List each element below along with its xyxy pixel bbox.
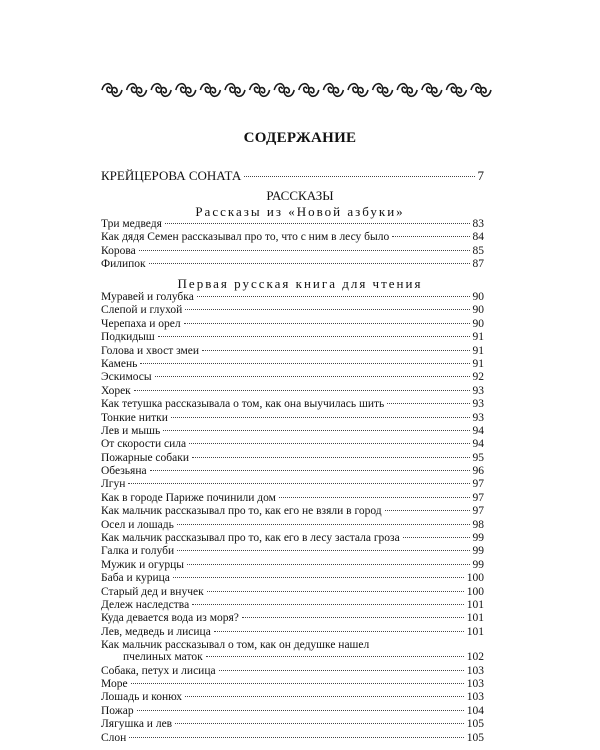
toc-entry-title-cont: пчелиных маток: [123, 651, 203, 664]
toc-entry-title: Старый дед и внучек: [101, 585, 204, 598]
toc-entry-page: 91: [472, 357, 484, 370]
toc-entry-title: Баба и курица: [101, 572, 170, 585]
toc-entry-page: 100: [466, 585, 484, 598]
toc-entry-title: Как в городе Париже починили дом: [101, 491, 276, 504]
toc-entry-title: Тонкие нитки: [101, 411, 168, 424]
toc-entry-title: Как мальчик рассказывал про то, как его в лесу застала гроза: [101, 532, 400, 545]
toc-entry-title: От скорости сила: [101, 438, 187, 451]
toc-entry-title: Лгун: [101, 478, 126, 491]
dot-leader: [192, 457, 470, 458]
toc-entry[interactable]: [101, 545, 484, 558]
dot-leader: [165, 223, 470, 224]
toc-entry[interactable]: [101, 412, 484, 425]
toc-entry-title: Мужик и огурцы: [101, 558, 184, 571]
dot-leader: [242, 617, 464, 618]
toc-entry-title: Лягушка и лев: [101, 718, 173, 731]
toc-entry-title: Как мальчик рассказывал про то, как его не взяли в город: [101, 505, 382, 518]
dot-leader: [244, 176, 474, 177]
toc-entry[interactable]: [101, 599, 484, 612]
toc-entry-page: 101: [466, 625, 484, 638]
toc-entry-title: Как дядя Семен рассказывал про то, что с ним в лесу было: [101, 231, 390, 244]
toc-entry[interactable]: [101, 218, 484, 231]
toc-entry[interactable]: [101, 385, 484, 398]
toc-entry-title: Подкидыш: [101, 331, 155, 344]
toc-entry[interactable]: [101, 291, 484, 304]
toc-entry[interactable]: [101, 492, 484, 505]
dot-leader: [149, 263, 470, 264]
toc-entry[interactable]: [101, 425, 484, 438]
toc-entry-title: Лошадь и конюх: [101, 691, 183, 704]
toc-entry-page: 104: [466, 704, 484, 717]
toc-entry[interactable]: [101, 639, 484, 664]
toc-entry-page: 90: [472, 304, 484, 317]
toc-entry-page: 91: [472, 331, 484, 344]
toc-entry-page: 99: [472, 558, 484, 571]
toc-entry[interactable]: [101, 691, 484, 704]
toc-entry-page: 85: [472, 244, 484, 257]
toc-entry-page: 92: [472, 371, 484, 384]
toc-entry-kreutzer[interactable]: [101, 168, 484, 184]
dot-leader: [134, 390, 470, 391]
dot-leader: [403, 537, 470, 538]
dot-leader: [279, 497, 470, 498]
dot-leader: [385, 510, 470, 511]
toc-entry-title: Голова и хвост змеи: [101, 344, 200, 357]
dot-leader: [150, 470, 470, 471]
ornament-border: [100, 79, 496, 101]
toc-entry-title: Пожар: [101, 704, 134, 717]
toc-entry-page: 98: [472, 518, 484, 531]
toc-entry-title: Море: [101, 677, 128, 690]
toc-entry-title: Муравей и голубка: [101, 291, 194, 303]
dot-leader: [202, 350, 469, 351]
toc-entry-page: 103: [466, 691, 484, 704]
dot-leader: [175, 723, 464, 724]
toc-entry[interactable]: [101, 718, 484, 731]
toc-entry-page: 102: [466, 651, 484, 664]
dot-leader: [387, 403, 469, 404]
toc-entry[interactable]: [101, 371, 484, 384]
toc-entry-title: Как мальчик рассказывал о том, как он дедушке нашел: [101, 639, 370, 652]
toc-entry[interactable]: [101, 612, 484, 625]
toc-entry-title: Слон: [101, 731, 127, 744]
toc-entry[interactable]: [101, 438, 484, 451]
dot-leader: [207, 591, 464, 592]
dot-leader: [206, 656, 464, 657]
toc-entry[interactable]: [101, 705, 484, 718]
toc-entry[interactable]: [101, 678, 484, 691]
dot-leader: [214, 631, 464, 632]
toc-entry-page: 105: [466, 718, 484, 731]
dot-leader: [173, 577, 464, 578]
toc-entry-title: Корова: [101, 244, 136, 257]
dot-leader: [171, 417, 470, 418]
toc-entry-page: 103: [466, 677, 484, 690]
toc-entry-title: Слепой и глухой: [101, 304, 183, 317]
toc-entry[interactable]: [101, 245, 484, 258]
toc-entry-page: 7: [477, 168, 484, 183]
toc-entry-title: Осел и лошадь: [101, 518, 174, 531]
toc-entry-page: 97: [472, 491, 484, 504]
toc-entry[interactable]: [101, 398, 484, 411]
toc-entry-page: 83: [472, 218, 484, 230]
toc-entry[interactable]: [101, 572, 484, 585]
toc-entry-title: Камень: [101, 357, 138, 370]
toc-entry[interactable]: [101, 732, 484, 745]
dot-leader: [140, 363, 469, 364]
toc-entry[interactable]: [101, 478, 484, 491]
dot-leader: [177, 524, 470, 525]
dot-leader: [177, 550, 469, 551]
toc-entry-page: 101: [466, 598, 484, 611]
toc-entry-page: 103: [466, 664, 484, 677]
toc-entry[interactable]: [101, 304, 484, 317]
toc-entry-title: Лев и мышь: [101, 424, 161, 437]
dot-leader: [197, 296, 470, 297]
abc-story-list: [101, 218, 484, 272]
toc-title: СОДЕРЖАНИЕ: [243, 130, 357, 146]
toc-entry-page: 87: [472, 258, 484, 271]
dot-leader: [192, 604, 464, 605]
dot-leader: [185, 309, 469, 310]
toc-entry-page: 84: [472, 231, 484, 244]
dot-leader: [137, 710, 464, 711]
toc-entry-title: Как тетушка рассказывала о том, как она выучилась шить: [101, 398, 385, 411]
toc-entry-page: 91: [472, 344, 484, 357]
toc-entry-title: КРЕЙЦЕРОВА СОНАТА: [101, 168, 242, 183]
toc-entry-title: Пожарные собаки: [101, 451, 189, 464]
toc-entry-page: 93: [472, 398, 484, 411]
toc-entry[interactable]: [101, 532, 484, 545]
dot-leader: [185, 696, 464, 697]
dot-leader: [128, 483, 469, 484]
dot-leader: [392, 236, 469, 237]
dot-leader: [187, 564, 470, 565]
toc-entry[interactable]: [101, 331, 484, 344]
toc-entry-title: Черепаха и орел: [101, 317, 181, 330]
dot-leader: [189, 443, 469, 444]
toc-entry-title: Обезьяна: [101, 465, 147, 478]
toc-entry[interactable]: [101, 258, 484, 271]
toc-entry[interactable]: [101, 505, 484, 518]
toc-entry[interactable]: [101, 452, 484, 465]
reader-story-list: [101, 291, 484, 745]
subsection-heading-abc: Рассказы из «Новой азбуки»: [195, 204, 405, 219]
toc-entry[interactable]: [101, 586, 484, 599]
toc-entry-page: 93: [472, 384, 484, 397]
toc-entry-page: 100: [466, 572, 484, 585]
toc-entry[interactable]: [101, 559, 484, 572]
toc-entry-title: Лев, медведь и лисица: [101, 625, 211, 638]
dot-leader: [155, 376, 470, 377]
toc-entry-page: 97: [472, 478, 484, 491]
toc-entry-title: Хорек: [101, 384, 131, 397]
toc-entry-page: 101: [466, 612, 484, 625]
toc-entry-page: 99: [472, 545, 484, 558]
toc-entry-page: 99: [472, 532, 484, 545]
toc-entry-page: 105: [466, 731, 484, 744]
toc-entry[interactable]: [101, 665, 484, 678]
dot-leader: [129, 737, 463, 738]
toc-entry-title: Три медведя: [101, 218, 162, 230]
toc-entry-page: 90: [472, 291, 484, 303]
toc-entry-title: Эскимосы: [101, 371, 152, 384]
toc-entry-page: 94: [472, 438, 484, 451]
toc-entry[interactable]: [101, 318, 484, 331]
subsection-heading-reader: Первая русская книга для чтения: [177, 276, 423, 291]
toc-entry-title: Куда девается вода из моря?: [101, 612, 239, 625]
dot-leader: [131, 683, 464, 684]
toc-entry[interactable]: [101, 626, 484, 639]
toc-entry[interactable]: [101, 231, 484, 244]
toc-entry[interactable]: [101, 358, 484, 371]
toc-entry-page: 96: [472, 465, 484, 478]
toc-entry-title: Дележ наследства: [101, 598, 190, 611]
toc-entry-page: 93: [472, 411, 484, 424]
toc-entry-page: 97: [472, 505, 484, 518]
dot-leader: [139, 250, 470, 251]
toc-entry-title: Собака, петух и лисица: [101, 664, 216, 677]
toc-entry-page: 90: [472, 317, 484, 330]
dot-leader: [184, 323, 470, 324]
dot-leader: [219, 670, 464, 671]
toc-entry-title: Филипок: [101, 258, 146, 271]
toc-entry[interactable]: [101, 465, 484, 478]
toc-entry-page: 94: [472, 424, 484, 437]
toc-entry-page: 95: [472, 451, 484, 464]
section-heading-stories: РАССКАЗЫ: [266, 188, 334, 203]
toc-entry[interactable]: [101, 345, 484, 358]
dot-leader: [163, 430, 469, 431]
toc-entry[interactable]: [101, 519, 484, 532]
toc-entry-title: Галка и голуби: [101, 545, 175, 558]
dot-leader: [158, 336, 470, 337]
